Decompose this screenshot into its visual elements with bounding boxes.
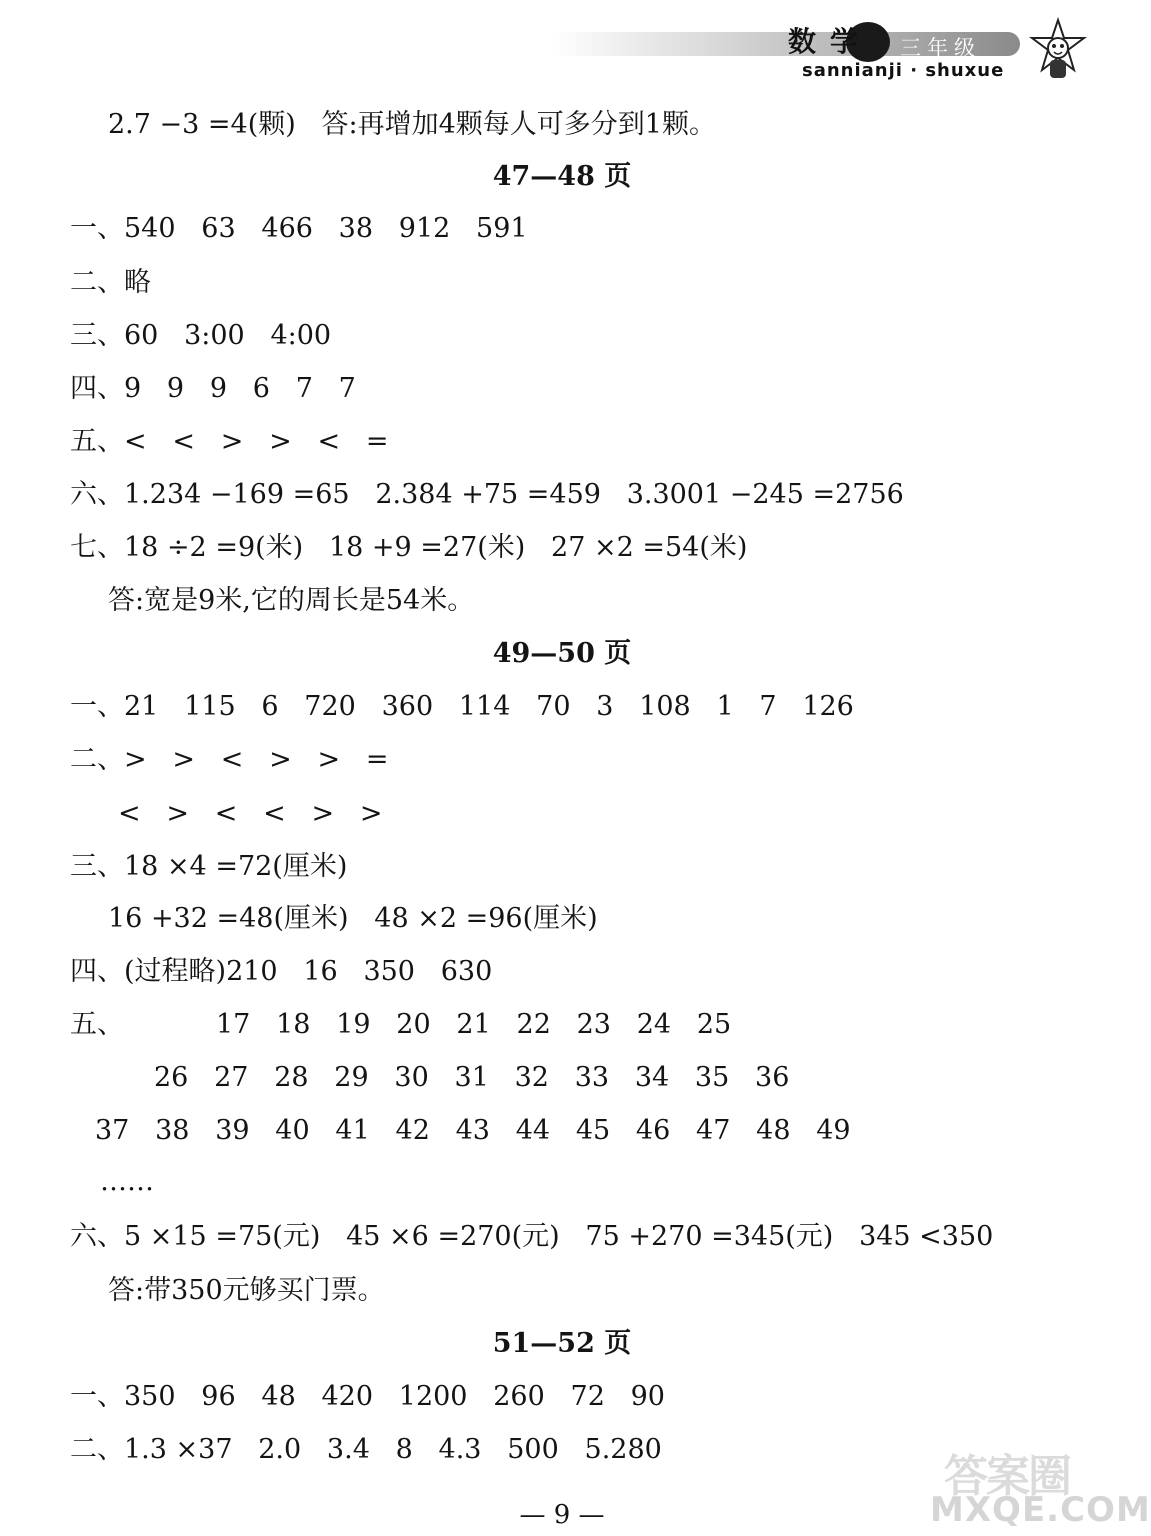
- answer-line: 答:带350元够买门票。: [108, 1275, 385, 1306]
- answer-line: 五、< < > > < =: [70, 426, 389, 457]
- answer-line: 一、21 115 6 720 360 114 70 3 108 1 7 126: [70, 691, 854, 722]
- page-header: [540, 18, 1100, 88]
- answer-line: 2.7 −3 =4(颗) 答:再增加4颗每人可多分到1颗。: [108, 109, 716, 140]
- watermark-logo: 答案圈: [944, 1451, 1070, 1502]
- watermark: [930, 1440, 1151, 1532]
- answer-line: 三、60 3:00 4:00: [70, 320, 332, 351]
- header-subject: 数学: [788, 25, 873, 58]
- section-heading-49-50: 49—50 页: [492, 638, 632, 669]
- ellipsis: ……: [100, 1166, 154, 1197]
- answer-line: 六、5 ×15 =75(元) 45 ×6 =270(元) 75 +270 =345(元) 345 <350: [70, 1221, 994, 1252]
- answer-line: 16 +32 =48(厘米) 48 ×2 =96(厘米): [108, 903, 598, 934]
- answer-line: 三、18 ×4 =72(厘米): [70, 851, 348, 882]
- watermark-site: MXQE.COM: [930, 1490, 1151, 1530]
- answer-line: 四、9 9 9 6 7 7: [70, 373, 356, 404]
- header-grade: 三年级: [900, 36, 981, 60]
- number-row: 26 27 28 29 30 31 32 33 34 35 36: [154, 1062, 790, 1093]
- answer-line: 二、> > < > > =: [70, 744, 389, 775]
- answer-line: 五、: [70, 1009, 124, 1040]
- answer-line: < > < < > >: [118, 798, 383, 829]
- answer-line: 一、350 96 48 420 1200 260 72 90: [70, 1381, 665, 1412]
- answer-line: 二、1.3 ×37 2.0 3.4 8 4.3 500 5.280: [70, 1434, 662, 1465]
- page-number: — 9 —: [519, 1500, 605, 1530]
- section-heading-51-52: 51—52 页: [492, 1328, 632, 1359]
- number-row: 37 38 39 40 41 42 43 44 45 46 47 48 49: [95, 1115, 851, 1146]
- answer-line: 七、18 ÷2 =9(米) 18 +9 =27(米) 27 ×2 =54(米): [70, 532, 748, 563]
- answer-line: 一、540 63 466 38 912 591: [70, 213, 528, 244]
- number-row: 17 18 19 20 21 22 23 24 25: [216, 1009, 732, 1040]
- answer-line: 六、1.234 −169 =65 2.384 +75 =459 3.3001 −245 =2756: [70, 479, 904, 510]
- answer-line: 答:宽是9米,它的周长是54米。: [108, 585, 475, 616]
- mascot-icon: [1018, 18, 1098, 84]
- header-pinyin: sannianji · shuxue: [802, 60, 1005, 81]
- answer-line: 四、(过程略)210 16 350 630: [70, 956, 493, 987]
- section-heading-47-48: 47—48 页: [492, 161, 632, 192]
- answer-line: 二、略: [70, 267, 151, 298]
